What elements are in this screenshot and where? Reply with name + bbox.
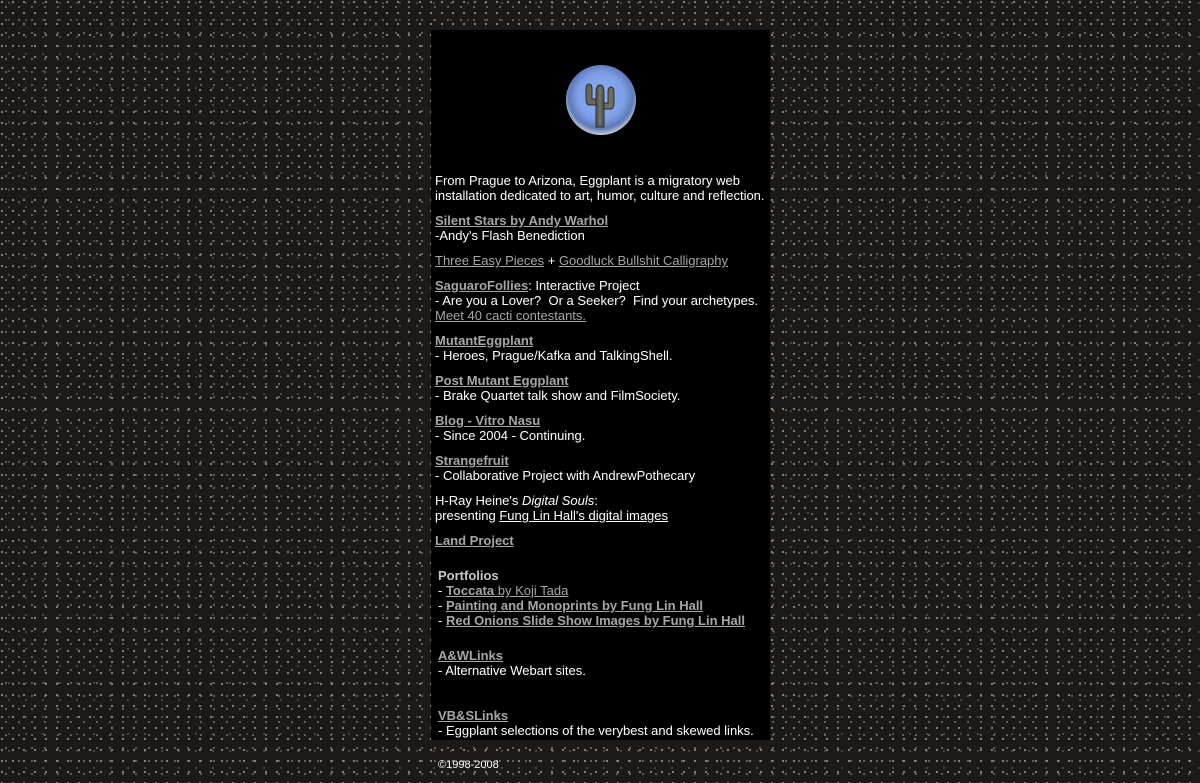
saguaro-suffix: : Interactive Project [528,278,640,293]
easy-pieces-section [435,253,768,268]
portfolio-dash: - [438,613,446,628]
vbs-links-link[interactable]: VB&SLinks [438,708,509,723]
aw-links-section [435,648,768,678]
saguaro-follies-link[interactable]: SaguaroFollies [435,278,529,293]
vbs-links-section [435,708,768,738]
blog-link[interactable]: Blog - Vitro Nasu [435,413,541,428]
three-easy-pieces-link[interactable]: Three Easy Pieces [435,253,545,268]
digital-souls-title: Digital Souls [522,493,595,508]
cacti-contestants-link[interactable]: Meet 40 cacti contestants. [435,308,587,323]
strangefruit-desc: - Collaborative Project with AndrewPothecary [435,468,696,483]
strangefruit-section [435,453,768,483]
calligraphy-link[interactable]: Goodluck Bullshit Calligraphy [558,253,729,268]
portfolios-section [435,568,768,628]
toccata-link[interactable] [446,583,568,598]
blog-desc: - Since 2004 - Continuing. [435,428,586,443]
aw-links-link[interactable]: A&WLinks [438,648,503,663]
silent-stars-link[interactable]: Silent Stars by Andy Warhol [435,213,609,228]
saguaro-section [435,278,768,323]
land-section [435,533,768,548]
plus-separator: + [544,253,559,268]
post-mutant-link[interactable]: Post Mutant Eggplant [435,373,569,388]
cactus-icon [566,65,636,135]
aw-links-desc: - Alternative Webart sites. [438,663,586,678]
mutant-desc: - Heroes, Prague/Kafka and TalkingShell. [435,348,673,363]
portfolio-dash: - [438,598,446,613]
portfolio-dash: - [438,583,446,598]
cactus-globe-logo[interactable] [566,65,636,135]
saguaro-desc: - Are you a Lover? Or a Seeker? Find your archetypes. [435,293,758,308]
post-mutant-section [435,373,768,403]
painting-monoprints-link[interactable]: Painting and Monoprints by Fung Lin Hall [445,598,704,613]
toccata-title: Toccata [445,583,495,598]
blog-section [435,413,768,443]
portfolios-heading: Portfolios [438,568,499,583]
digital-souls-section [435,493,768,523]
red-onions-link[interactable]: Red Onions Slide Show Images by Fung Lin Hall [445,613,745,628]
mutant-section [435,333,768,363]
digital-souls-colon: : [594,493,598,508]
copyright: ©1998-2008 [438,759,499,771]
content [435,173,768,783]
silent-stars-desc: -Andy's Flash Benediction [435,228,585,243]
digital-souls-prefix: H-Ray Heine's [435,493,523,508]
presenting-label: presenting [435,508,500,523]
main-column [431,30,770,771]
digital-images-link[interactable]: Fung Lin Hall's digital images [499,508,669,523]
strangefruit-link[interactable]: Strangefruit [435,453,509,468]
mutant-eggplant-link[interactable]: MutantEggplant [435,333,534,348]
intro-text: From Prague to Arizona, Eggplant is a migratory web installation dedicated to art, humor, culture and reflection. [435,173,765,203]
land-project-link[interactable]: Land Project [435,533,514,548]
post-mutant-desc: - Brake Quartet talk show and FilmSociety. [435,388,681,403]
silent-stars-section [435,213,768,243]
toccata-artist: by Koji Tada [494,583,569,598]
vbs-links-desc: - Eggplant selections of the verybest and skewed links. [438,723,754,738]
